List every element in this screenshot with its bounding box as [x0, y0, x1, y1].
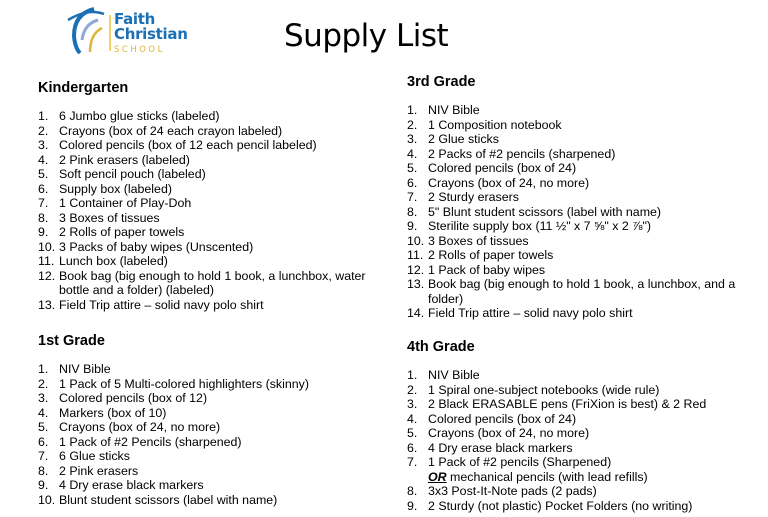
- list-item: [38, 225, 378, 240]
- list-item: [38, 493, 378, 508]
- page-title: Supply List: [284, 18, 449, 54]
- item-text: 2 Rolls of paper towels: [59, 225, 185, 239]
- list-item: [38, 298, 378, 313]
- item-text: [428, 455, 767, 484]
- item-number: 7.: [38, 449, 49, 463]
- list-item: [38, 153, 378, 168]
- item-number: 9.: [407, 219, 418, 233]
- item-number: 7.: [407, 190, 418, 204]
- list-item: [38, 167, 378, 182]
- item-text: Book bag (big enough to hold 1 book, a lunchbox, and a folder): [428, 277, 736, 306]
- item-text-alternate: mechanical pencils (with lead refills): [446, 469, 648, 484]
- list-item: [38, 449, 378, 464]
- item-text: Crayons (box of 24, no more): [428, 426, 590, 440]
- item-number: 13.: [38, 297, 56, 312]
- item-number: 5.: [38, 420, 49, 434]
- item-number: 6.: [38, 434, 49, 449]
- list-item: [407, 397, 767, 412]
- item-number: 8.: [407, 204, 418, 219]
- supply-list: [38, 362, 378, 507]
- item-text: 3x3 Post-It-Note pads (2 pads): [428, 484, 597, 498]
- item-text-primary: 1 Pack of #2 pencils (Sharpened): [428, 455, 612, 469]
- list-item: [38, 109, 378, 124]
- list-item: [407, 132, 757, 147]
- list-item: [407, 455, 767, 484]
- item-text: Crayons (box of 24 each crayon labeled): [59, 123, 283, 138]
- list-item: [407, 383, 767, 398]
- item-number: 1.: [407, 368, 418, 382]
- logo-divider: [109, 15, 111, 51]
- item-text: 1 Pack of baby wipes: [428, 262, 546, 277]
- item-text: 2 Sturdy erasers: [428, 190, 519, 204]
- item-number: 2.: [407, 382, 418, 397]
- item-text: Crayons (box of 24, no more): [59, 420, 221, 434]
- list-item: [38, 406, 378, 421]
- list-item: [38, 254, 378, 269]
- item-number: 9.: [38, 225, 49, 239]
- list-item: [38, 138, 378, 153]
- list-item: [38, 182, 378, 197]
- item-number: 3.: [38, 391, 49, 405]
- item-number: 2.: [38, 123, 49, 138]
- item-number: 10.: [38, 492, 56, 507]
- item-number: 8.: [38, 463, 49, 478]
- logo-cross-icon: [64, 6, 108, 54]
- section-heading: Kindergarten: [38, 80, 129, 96]
- item-number: 2.: [407, 117, 418, 132]
- item-text: Markers (box of 10): [59, 405, 167, 420]
- item-number: 5.: [407, 161, 418, 175]
- item-text: 2 Glue sticks: [428, 132, 499, 146]
- item-number: 12.: [38, 268, 56, 283]
- item-number: 12.: [407, 262, 425, 277]
- item-text: Colored pencils (box of 24): [428, 411, 577, 426]
- item-number: 4.: [407, 146, 418, 161]
- item-text: Blunt student scissors (label with name): [59, 492, 278, 507]
- item-number: 9.: [38, 478, 49, 492]
- list-item: [407, 234, 757, 249]
- item-text: Sterilite supply box (11 ½" x 7 ⅝" x 2 ⅞"): [428, 219, 652, 233]
- list-item: [407, 190, 757, 205]
- item-number: 13.: [407, 277, 425, 291]
- item-number: 6.: [38, 181, 49, 196]
- list-item: [407, 147, 757, 162]
- item-text: NIV Bible: [428, 103, 480, 117]
- item-text: Field Trip attire – solid navy polo shirt: [428, 306, 633, 320]
- item-text: NIV Bible: [428, 368, 480, 382]
- section-heading: 3rd Grade: [407, 74, 476, 90]
- item-number: 7.: [407, 455, 418, 469]
- list-item: [38, 196, 378, 211]
- section-first-grade: [38, 333, 378, 507]
- item-text: 6 Jumbo glue sticks (labeled): [59, 109, 220, 123]
- item-number: 11.: [407, 248, 424, 262]
- supply-list: [407, 368, 767, 513]
- list-item: [38, 391, 378, 406]
- list-item: [407, 499, 767, 514]
- item-text: 4 Dry erase black markers: [428, 440, 573, 455]
- list-item: [407, 368, 767, 383]
- item-text: 1 Container of Play-Doh: [59, 196, 192, 210]
- list-item: [407, 219, 757, 234]
- section-fourth-grade: [407, 339, 767, 513]
- list-item: [38, 478, 378, 493]
- section-heading: 1st Grade: [38, 333, 105, 349]
- item-text: 2 Pink erasers (labeled): [59, 152, 190, 167]
- section-kindergarten: [38, 80, 378, 312]
- list-item: [407, 306, 757, 321]
- list-item: [407, 118, 757, 133]
- item-text: 1 Spiral one-subject notebooks (wide rule): [428, 382, 660, 397]
- item-text: Supply box (labeled): [59, 181, 172, 196]
- item-text: Lunch box (labeled): [59, 254, 168, 268]
- supply-list: [38, 109, 378, 312]
- section-heading: 4th Grade: [407, 339, 475, 355]
- item-number: 4.: [407, 411, 418, 426]
- item-number: 5.: [407, 426, 418, 440]
- list-item: [407, 103, 757, 118]
- item-number: 6.: [407, 175, 418, 190]
- item-text: 3 Boxes of tissues: [59, 210, 160, 225]
- item-text: 6 Glue sticks: [59, 449, 130, 463]
- list-item: [407, 263, 757, 278]
- item-number: 1.: [407, 103, 418, 117]
- item-text: Crayons (box of 24, no more): [428, 175, 590, 190]
- list-item: [407, 176, 757, 191]
- list-item: [407, 441, 767, 456]
- item-number: 10.: [407, 233, 425, 248]
- list-item: [38, 211, 378, 226]
- list-item: [38, 464, 378, 479]
- item-number: 1.: [38, 109, 49, 123]
- section-third-grade: [407, 74, 757, 321]
- item-number: 1.: [38, 362, 49, 376]
- list-item: [407, 205, 757, 220]
- logo-school: SCHOOL: [114, 45, 165, 55]
- item-number: 4.: [38, 405, 49, 420]
- item-number: 9.: [407, 498, 418, 513]
- item-number: 7.: [38, 196, 49, 210]
- item-number: 2.: [38, 376, 49, 391]
- item-number: 3.: [38, 138, 49, 152]
- item-text: 2 Packs of #2 pencils (sharpened): [428, 146, 616, 161]
- item-text: 2 Black ERASABLE pens (FriXion is best) & 2 Red: [428, 397, 707, 411]
- list-item: [407, 161, 757, 176]
- list-item: [38, 362, 378, 377]
- logo-wordmark: [114, 12, 188, 58]
- list-item: [407, 426, 767, 441]
- list-item: [38, 420, 378, 435]
- item-text: 1 Pack of #2 Pencils (sharpened): [59, 434, 242, 449]
- item-number: 14.: [407, 306, 425, 320]
- list-item: [38, 435, 378, 450]
- item-text: Colored pencils (box of 24): [428, 161, 577, 175]
- list-item: [407, 277, 757, 306]
- item-number: 11.: [38, 254, 55, 268]
- list-item: [407, 484, 767, 499]
- list-item: [38, 269, 378, 298]
- item-text: Colored pencils (box of 12): [59, 391, 208, 405]
- item-number: 10.: [38, 239, 56, 254]
- logo-faith: Faith: [114, 10, 155, 28]
- item-number: 8.: [38, 210, 49, 225]
- item-text: 5" Blunt student scissors (label with name): [428, 204, 662, 219]
- item-text: 4 Dry erase black markers: [59, 478, 204, 492]
- item-number: 4.: [38, 152, 49, 167]
- item-text: Colored pencils (box of 12 each pencil labeled): [59, 138, 317, 152]
- item-text: 1 Composition notebook: [428, 117, 562, 132]
- or-emphasis: OR: [428, 469, 447, 484]
- item-text: 3 Boxes of tissues: [428, 233, 529, 248]
- item-text: 2 Rolls of paper towels: [428, 248, 554, 262]
- item-text: 2 Sturdy (not plastic) Pocket Folders (no writing): [428, 498, 693, 513]
- list-item: [38, 124, 378, 139]
- item-text: 2 Pink erasers: [59, 463, 139, 478]
- item-number: 5.: [38, 167, 49, 181]
- item-text: Field Trip attire – solid navy polo shirt: [59, 297, 264, 312]
- list-item: [38, 240, 378, 255]
- item-text: Soft pencil pouch (labeled): [59, 167, 206, 181]
- list-item: [407, 248, 757, 263]
- item-number: 3.: [407, 132, 418, 146]
- school-logo: [64, 6, 194, 54]
- item-text: NIV Bible: [59, 362, 111, 376]
- item-text: Book bag (big enough to hold 1 book, a lunchbox, water bottle and a folder) (labeled): [59, 268, 366, 297]
- supply-list: [407, 103, 757, 321]
- item-text: 3 Packs of baby wipes (Unscented): [59, 239, 254, 254]
- item-number: 3.: [407, 397, 418, 411]
- list-item: [407, 412, 767, 427]
- list-item: [38, 377, 378, 392]
- item-text: 1 Pack of 5 Multi-colored highlighters (skinny): [59, 376, 309, 391]
- logo-christian: Christian: [114, 25, 188, 43]
- item-number: 8.: [407, 484, 418, 498]
- item-number: 6.: [407, 440, 418, 455]
